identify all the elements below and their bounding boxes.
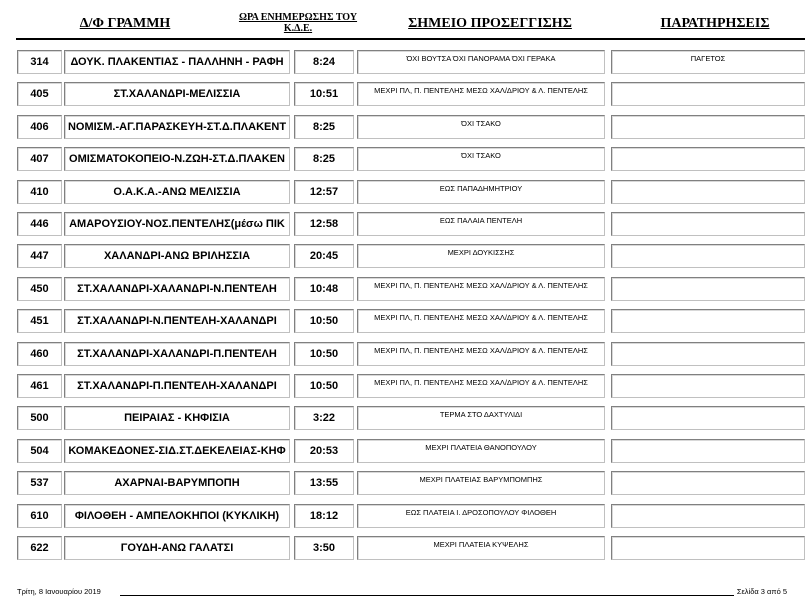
notes-cell [611, 536, 805, 560]
line-number-cell: 610 [17, 504, 62, 528]
update-time-cell: 8:24 [294, 50, 354, 74]
header-approach-point: ΣΗΜΕΙΟ ΠΡΟΣΕΓΓΙΣΗΣ [408, 16, 572, 31]
update-time-cell: 3:50 [294, 536, 354, 560]
route-name-cell: ΓΟΥΔΗ-ΑΝΩ ΓΑΛΑΤΣΙ [64, 536, 290, 560]
line-number-cell: 405 [17, 82, 62, 106]
approach-point-cell: ΜΕΧΡΙ ΠΛΑΤΕΙΑΣ ΒΑΡΥΜΠΟΜΠΗΣ [357, 471, 605, 495]
notes-cell [611, 82, 805, 106]
approach-point-cell: ΜΕΧΡΙ ΠΛ, Π. ΠΕΝΤΕΛΗΣ ΜΕΣΩ ΧΑΛ/ΔΡΙΟΥ & Λ. ΠΕΝΤΕΛΗΣ [357, 277, 605, 301]
notes-cell [611, 115, 805, 139]
notes-cell [611, 180, 805, 204]
route-name-cell: ΣΤ.ΧΑΛΑΝΔΡΙ-Π.ΠΕΝΤΕΛΗ-ΧΑΛΑΝΔΡΙ [64, 374, 290, 398]
route-name-cell: ΣΤ.ΧΑΛΑΝΔΡΙ-ΜΕΛΙΣΣΙΑ [64, 82, 290, 106]
table-row [16, 406, 805, 432]
route-name-cell: ΑΧΑΡΝΑΙ-ΒΑΡΥΜΠΟΠΗ [64, 471, 290, 495]
notes-cell [611, 406, 805, 430]
table-row [16, 180, 805, 206]
approach-point-cell: ΕΩΣ ΠΑΠΑΔΗΜΗΤΡΙΟΥ [357, 180, 605, 204]
route-name-cell: ΦΙΛΟΘΕΗ - ΑΜΠΕΛΟΚΗΠΟΙ (ΚΥΚΛΙΚΗ) [64, 504, 290, 528]
table-row [16, 50, 805, 76]
route-name-cell: ΣΤ.ΧΑΛΑΝΔΡΙ-ΧΑΛΑΝΔΡΙ-Ν.ΠΕΝΤΕΛΗ [64, 277, 290, 301]
header-update-time-line2: Κ.Δ.Ε. [283, 23, 313, 34]
line-number-cell: 314 [17, 50, 62, 74]
notes-cell [611, 212, 805, 236]
table-row [16, 439, 805, 465]
update-time-cell: 10:50 [294, 374, 354, 398]
notes-cell [611, 504, 805, 528]
approach-point-cell: ΜΕΧΡΙ ΠΛΑΤΕΙΑ ΘΑΝΟΠΟΥΛΟΥ [357, 439, 605, 463]
line-number-cell: 451 [17, 309, 62, 333]
approach-point-cell: ΤΕΡΜΑ ΣΤΟ ΔΑΧΤΥΛΙΔΙ [357, 406, 605, 430]
footer-date: Τρίτη, 8 Ιανουαρίου 2019 [17, 587, 101, 596]
approach-point-cell: ΜΕΧΡΙ ΠΛ, Π. ΠΕΝΤΕΛΗΣ ΜΕΣΩ ΧΑΛ/ΔΡΙΟΥ & Λ. ΠΕΝΤΕΛΗΣ [357, 309, 605, 333]
line-number-cell: 410 [17, 180, 62, 204]
route-name-cell: ΑΜΑΡΟΥΣΙΟΥ-ΝΟΣ.ΠΕΝΤΕΛΗΣ(μέσω ΠΙΚ [64, 212, 290, 236]
update-time-cell: 8:25 [294, 115, 354, 139]
approach-point-cell: ΜΕΧΡΙ ΔΟΥΚΙΣΣΗΣ [357, 244, 605, 268]
header-notes: ΠΑΡΑΤΗΡΗΣΕΙΣ [660, 16, 770, 31]
route-name-cell: ΣΤ.ΧΑΛΑΝΔΡΙ-Ν.ΠΕΝΤΕΛΗ-ΧΑΛΑΝΔΡΙ [64, 309, 290, 333]
update-time-cell: 8:25 [294, 147, 354, 171]
route-name-cell: Ο.Α.Κ.Α.-ΑΝΩ ΜΕΛΙΣΣΙΑ [64, 180, 290, 204]
notes-cell [611, 342, 805, 366]
notes-cell: ΠΑΓΕΤΟΣ [611, 50, 805, 74]
approach-point-cell: ΌΧΙ ΤΣΑΚΟ [357, 147, 605, 171]
table-row [16, 536, 805, 562]
route-name-cell: ΝΟΜΙΣΜ.-ΑΓ.ΠΑΡΑΣΚΕΥΗ-ΣΤ.Δ.ΠΛΑΚΕΝΤ [64, 115, 290, 139]
line-number-cell: 537 [17, 471, 62, 495]
update-time-cell: 12:58 [294, 212, 354, 236]
table-row [16, 244, 805, 270]
header-divider [16, 38, 805, 40]
route-name-cell: ΠΕΙΡΑΙΑΣ - ΚΗΦΙΣΙΑ [64, 406, 290, 430]
line-number-cell: 446 [17, 212, 62, 236]
update-time-cell: 18:12 [294, 504, 354, 528]
update-time-cell: 10:51 [294, 82, 354, 106]
update-time-cell: 12:57 [294, 180, 354, 204]
table-row [16, 115, 805, 141]
table-row [16, 309, 805, 335]
table-row [16, 374, 805, 400]
update-time-cell: 10:48 [294, 277, 354, 301]
line-number-cell: 447 [17, 244, 62, 268]
footer-divider [120, 595, 734, 596]
line-number-cell: 407 [17, 147, 62, 171]
approach-point-cell: ΕΩΣ ΠΛΑΤΕΙΑ Ι. ΔΡΟΣΟΠΟΥΛΟΥ ΦΙΛΟΘΕΗ [357, 504, 605, 528]
route-name-cell: ΧΑΛΑΝΔΡΙ-ΑΝΩ ΒΡΙΛΗΣΣΙΑ [64, 244, 290, 268]
update-time-cell: 3:22 [294, 406, 354, 430]
line-number-cell: 406 [17, 115, 62, 139]
approach-point-cell: ΜΕΧΡΙ ΠΛ, Π. ΠΕΝΤΕΛΗΣ ΜΕΣΩ ΧΑΛ/ΔΡΙΟΥ & Λ. ΠΕΝΤΕΛΗΣ [357, 374, 605, 398]
notes-cell [611, 471, 805, 495]
notes-cell [611, 439, 805, 463]
route-name-cell: ΚΟΜΑΚΕΔΟΝΕΣ-ΣΙΔ.ΣΤ.ΔΕΚΕΛΕΙΑΣ-ΚΗΦ [64, 439, 290, 463]
route-name-cell: ΟΜΙΣΜΑΤΟΚΟΠΕΙΟ-Ν.ΖΩΗ-ΣΤ.Δ.ΠΛΑΚΕΝ [64, 147, 290, 171]
header-update-time-line1: ΩΡΑ ΕΝΗΜΕΡΩΣΗΣ ΤΟΥ [238, 12, 358, 23]
line-number-cell: 460 [17, 342, 62, 366]
table-row [16, 212, 805, 238]
approach-point-cell: ΜΕΧΡΙ ΠΛ, Π. ΠΕΝΤΕΛΗΣ ΜΕΣΩ ΧΑΛ/ΔΡΙΟΥ & Λ. ΠΕΝΤΕΛΗΣ [357, 82, 605, 106]
update-time-cell: 10:50 [294, 309, 354, 333]
table-row [16, 504, 805, 530]
notes-cell [611, 147, 805, 171]
update-time-cell: 13:55 [294, 471, 354, 495]
update-time-cell: 20:53 [294, 439, 354, 463]
table-row [16, 471, 805, 497]
header-line: Δ/Φ ΓΡΑΜΜΗ [79, 16, 171, 31]
table-row [16, 342, 805, 368]
notes-cell [611, 244, 805, 268]
line-number-cell: 461 [17, 374, 62, 398]
route-name-cell: ΣΤ.ΧΑΛΑΝΔΡΙ-ΧΑΛΑΝΔΡΙ-Π.ΠΕΝΤΕΛΗ [64, 342, 290, 366]
approach-point-cell: ΜΕΧΡΙ ΠΛΑΤΕΙΑ ΚΥΨΕΛΗΣ [357, 536, 605, 560]
approach-point-cell: ΜΕΧΡΙ ΠΛ, Π. ΠΕΝΤΕΛΗΣ ΜΕΣΩ ΧΑΛ/ΔΡΙΟΥ & Λ. ΠΕΝΤΕΛΗΣ [357, 342, 605, 366]
line-number-cell: 622 [17, 536, 62, 560]
notes-cell [611, 277, 805, 301]
table-row [16, 147, 805, 173]
update-time-cell: 20:45 [294, 244, 354, 268]
approach-point-cell: ΌΧΙ ΒΟΥΤΣΑ ΌΧΙ ΠΑΝΟΡΑΜΑ ΌΧΙ ΓΕΡΑΚΑ [357, 50, 605, 74]
footer-page-number: Σελίδα 3 από 5 [736, 587, 787, 596]
notes-cell [611, 309, 805, 333]
line-number-cell: 504 [17, 439, 62, 463]
update-time-cell: 10:50 [294, 342, 354, 366]
table-row [16, 277, 805, 303]
line-number-cell: 450 [17, 277, 62, 301]
header-update-time [238, 12, 358, 34]
line-number-cell: 500 [17, 406, 62, 430]
route-name-cell: ΔΟΥΚ. ΠΛΑΚΕΝΤΙΑΣ - ΠΑΛΛΗΝΗ - ΡΑΦΗ [64, 50, 290, 74]
approach-point-cell: ΕΩΣ ΠΑΛΑΙΑ ΠΕΝΤΕΛΗ [357, 212, 605, 236]
notes-cell [611, 374, 805, 398]
table-row [16, 82, 805, 108]
approach-point-cell: ΌΧΙ ΤΣΑΚΟ [357, 115, 605, 139]
